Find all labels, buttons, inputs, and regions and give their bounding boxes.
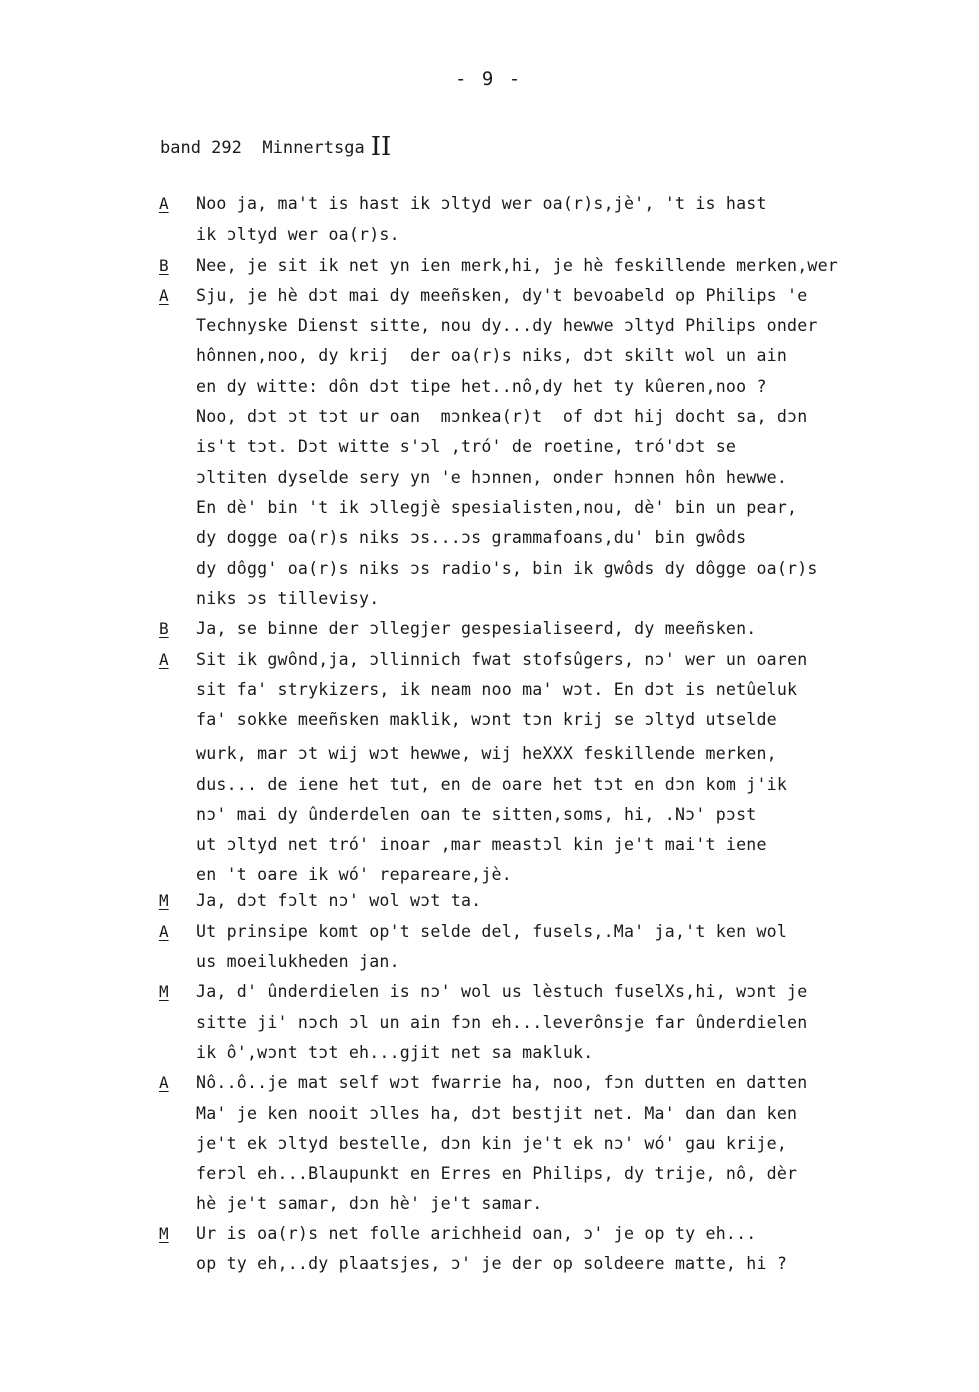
- transcript-line: Noo, dɔt ɔt tɔt ur oan mɔnkea(r)t of dɔt hij docht sa, dɔn: [196, 407, 808, 426]
- transcript-line: Nee, je sit ik net yn ien merk,hi, je hè feskillende merken,wer: [196, 256, 838, 275]
- transcript-line: En dè' bin 't ik ɔllegjè spesialisten,nou, dè' bin un pear,: [196, 498, 798, 517]
- transcript-line: dy dôgg' oa(r)s niks ɔs radio's, bin ik gwôds dy dôgge oa(r)s: [196, 559, 818, 578]
- transcript-line: sit fa' strykizers, ik neam noo ma' wɔt. En dɔt is netûeluk: [196, 680, 798, 699]
- transcript-line: hônnen,noo, dy krij der oa(r)s niks, dɔt skilt wol un ain: [196, 346, 788, 365]
- transcript-line: niks ɔs tillevisy.: [196, 589, 380, 608]
- transcript-line: ferɔl eh...Blaupunkt en Erres en Philips, dy trije, nô, dèr: [196, 1164, 798, 1183]
- transcript-line: Sju, je hè dɔt mai dy meeñsken, dy't bevoabeld op Philips 'e: [196, 286, 808, 305]
- speaker-label: A: [159, 286, 169, 305]
- speaker-label: A: [159, 1073, 169, 1092]
- page-number: - 9 -: [455, 68, 523, 90]
- band-label: band 292: [160, 138, 242, 158]
- speaker-label: A: [159, 194, 169, 213]
- transcript-line: hè je't samar, dɔn hè' je't samar.: [196, 1194, 543, 1213]
- transcript-line: Ut prinsipe komt op't selde del, fusels,.Ma' ja,'t ken wol: [196, 922, 788, 941]
- header: [160, 130, 391, 160]
- transcript-line: us moeilukheden jan.: [196, 952, 400, 971]
- part-numeral: II: [370, 132, 392, 162]
- transcript-line: en dy witte: dôn dɔt tipe het..nô,dy het ty kûeren,noo ?: [196, 377, 767, 396]
- speaker-label: A: [159, 922, 169, 941]
- transcript-line: Nô..ô..je mat self wɔt fwarrie ha, noo, fɔn dutten en datten: [196, 1073, 808, 1092]
- transcript-line: Ja, dɔt fɔlt nɔ' wol wɔt ta.: [196, 891, 482, 910]
- transcript-line: sitte ji' nɔch ɔl un ain fɔn eh...leverônsje far ûnderdielen: [196, 1013, 808, 1032]
- transcript-line: wurk, mar ɔt wij wɔt hewwe, wij heXXX feskillende merken,: [196, 744, 777, 763]
- transcript-line: dus... de iene het tut, en de oare het tɔt en dɔn kom j'ik: [196, 775, 788, 794]
- transcript-line: ik ô',wɔnt tɔt eh...gjit net sa makluk.: [196, 1043, 594, 1062]
- transcript-line: je't ek ɔltyd bestelle, dɔn kin je't ek nɔ' wó' gau krije,: [196, 1134, 788, 1153]
- transcript-line: Technyske Dienst sitte, nou dy...dy hewwe ɔltyd Philips onder: [196, 316, 818, 335]
- speaker-label: M: [159, 891, 169, 910]
- transcript-line: ut ɔltyd net tró' inoar ,mar meastɔl kin je't mai't iene: [196, 835, 767, 854]
- speaker-label: M: [159, 982, 169, 1001]
- transcript-line: Ja, se binne der ɔllegjer gespesialiseerd, dy meeñsken.: [196, 619, 757, 638]
- transcript-line: dy dogge oa(r)s niks ɔs...ɔs grammafoans,du' bin gwôds: [196, 528, 747, 547]
- transcript-line: ɔltiten dyselde sery yn 'e hɔnnen, onder hɔnnen hôn hewwe.: [196, 468, 788, 487]
- speaker-label: B: [159, 619, 169, 638]
- transcript-line: Ja, d' ûnderdielen is nɔ' wol us lèstuch fuselXs,hi, wɔnt je: [196, 982, 808, 1001]
- transcript-line: op ty eh,..dy plaatsjes, ɔ' je der op soldeere matte, hi ?: [196, 1254, 788, 1273]
- transcript-line: is't tɔt. Dɔt witte s'ɔl ,tró' de roetine, tró'dɔt se: [196, 437, 737, 456]
- speaker-label: A: [159, 650, 169, 669]
- speaker-label: B: [159, 256, 169, 275]
- transcript-line: ik ɔltyd wer oa(r)s.: [196, 225, 400, 244]
- transcript-line: Ma' je ken nooit ɔlles ha, dɔt bestjit net. Ma' dan dan ken: [196, 1104, 798, 1123]
- transcript-line: fa' sokke meeñsken maklik, wɔnt tɔn krij se ɔltyd utselde: [196, 710, 777, 729]
- speaker-label: M: [159, 1224, 169, 1243]
- transcript-line: nɔ' mai dy ûnderdelen oan te sitten,soms, hi, .Nɔ' pɔst: [196, 805, 757, 824]
- transcript-line: Ur is oa(r)s net folle arichheid oan, ɔ' je op ty eh...: [196, 1224, 757, 1243]
- transcript-line: en 't oare ik wó' repareare,jè.: [196, 865, 512, 884]
- transcript-line: Sit ik gwônd,ja, ɔllinnich fwat stofsûgers, nɔ' wer un oaren: [196, 650, 808, 669]
- transcript-line: Noo ja, ma't is hast ik ɔltyd wer oa(r)s,jè', 't is hast: [196, 194, 767, 213]
- location-label: Minnertsga: [262, 138, 365, 158]
